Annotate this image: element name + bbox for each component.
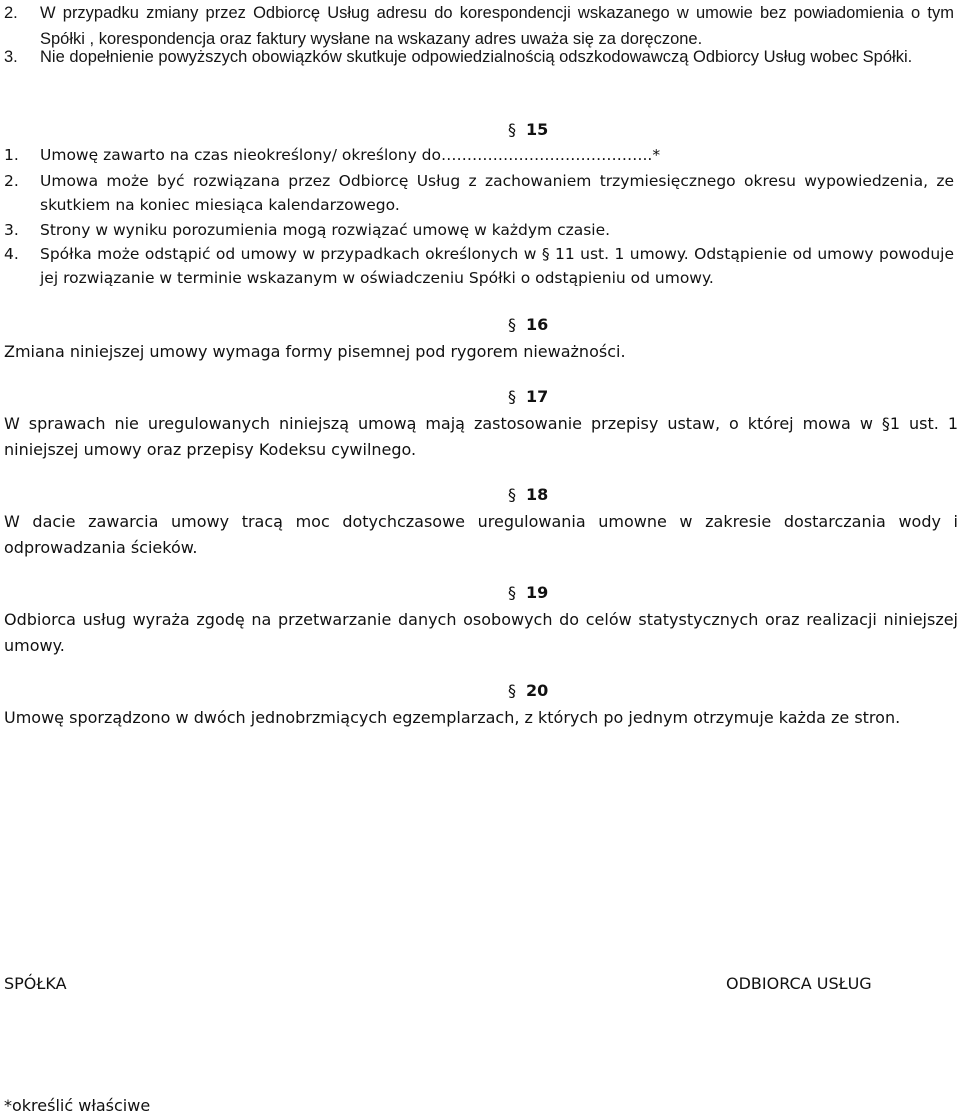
list-item-text: Umowa może być rozwiązana przez Odbiorcę Usług z zachowaniem trzymiesięcznego okresu wypowiedzenia, ze skutkiem na koniec miesiąca kalendarzowego. — [40, 172, 954, 214]
list-item-number: 4. — [4, 245, 19, 263]
list-item-number: 3. — [4, 48, 18, 66]
section-heading-15 — [508, 120, 548, 139]
section-number: 20 — [526, 681, 549, 700]
list-item-text: Nie dopełnienie powyższych obowiązków skutkuje odpowiedzialnością odszkodowawczą Odbiorcy Usług wobec Spółki. — [40, 48, 913, 66]
list-item-number: 2. — [4, 4, 18, 22]
paragraph-line: umowy. — [4, 636, 65, 655]
list-item-text: W przypadku zmiany przez Odbiorcę Usług adresu do korespondencji wskazanego w umowie bez powiadomienia o tym Spółki , korespondencja oraz faktury wysłane na wskazany adres uważa się za doręczone. — [40, 4, 954, 48]
section-symbol: § — [508, 120, 516, 139]
section-symbol: § — [508, 315, 516, 334]
paragraph-line: odprowadzania ścieków. — [4, 538, 198, 557]
paragraph: Zmiana niniejszej umowy wymaga formy pisemnej pod rygorem nieważności. — [4, 342, 626, 361]
section-number: 15 — [526, 120, 549, 139]
list-item-number: 2. — [4, 172, 19, 190]
paragraph: Umowę sporządzono w dwóch jednobrzmiących egzemplarzach, z których po jednym otrzymuje każda ze stron. — [4, 708, 901, 727]
section-symbol: § — [508, 387, 516, 406]
list-item-text: Umowę zawarto na czas nieokreślony/ określony do…………………………………..* — [40, 146, 661, 164]
section-heading-20 — [508, 681, 548, 700]
section-number: 16 — [526, 315, 549, 334]
list-item-text: Strony w wyniku porozumienia mogą rozwiązać umowę w każdym czasie. — [40, 221, 611, 239]
section-number: 17 — [526, 387, 549, 406]
paragraph-line: W dacie zawarcia umowy tracą moc dotychczasowe uregulowania umowne w zakresie dostarczania wody i — [4, 512, 958, 531]
paragraph-line: niniejszej umowy oraz przepisy Kodeksu cywilnego. — [4, 440, 417, 459]
paragraph-line: W sprawach nie uregulowanych niniejszą umową mają zastosowanie przepisy ustaw, o której mowa w §1 ust. 1 — [4, 414, 958, 433]
section-heading-16 — [508, 315, 548, 334]
list-item-text: Spółka może odstąpić od umowy w przypadkach określonych w § 11 ust. 1 umowy. Odstąpienie od umowy powoduje jej rozwiązanie w terminie wskazanym w oświadczeniu Spółki o odstąpieniu od umowy. — [40, 245, 954, 287]
section-symbol: § — [508, 485, 516, 504]
section-heading-19 — [508, 583, 548, 602]
signature-label-company: SPÓŁKA — [4, 974, 67, 993]
section-number: 19 — [526, 583, 549, 602]
signature-label-customer: ODBIORCA USŁUG — [726, 974, 872, 993]
footnote: *określić właściwe — [4, 1096, 151, 1115]
list-item-number: 1. — [4, 146, 19, 164]
section-symbol: § — [508, 681, 516, 700]
section-heading-18 — [508, 485, 548, 504]
section-heading-17 — [508, 387, 548, 406]
list-item-number: 3. — [4, 221, 19, 239]
section-number: 18 — [526, 485, 549, 504]
section-symbol: § — [508, 583, 516, 602]
list-item — [4, 44, 954, 96]
paragraph-line: Odbiorca usług wyraża zgodę na przetwarzanie danych osobowych do celów statystycznych oraz realizacji niniejszej — [4, 610, 958, 629]
